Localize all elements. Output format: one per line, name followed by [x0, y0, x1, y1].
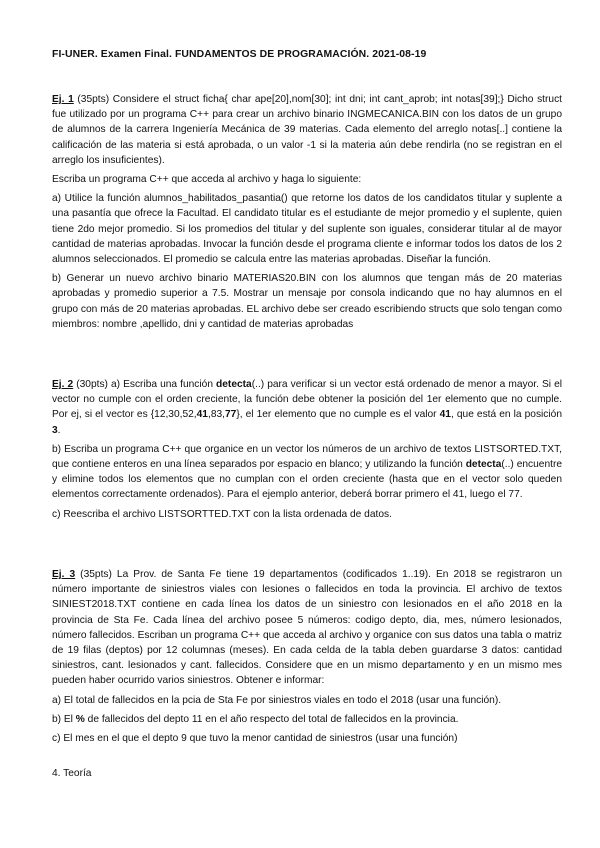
text-run: (30pts) a) Escriba una función: [73, 379, 217, 390]
exercise-3-part-a: a) El total de fallecidos en la pcia de Sta Fe por siniestros viales en todo el 2018 (usar una función).: [52, 694, 502, 706]
function-name: detecta: [465, 459, 502, 471]
text-run: .: [57, 424, 61, 436]
bold-value: 77: [224, 409, 237, 421]
text-run: de fallecidos del depto 11 en el año respecto del total de fallecidos en la provincia.: [84, 713, 459, 725]
bold-value: %: [75, 713, 85, 725]
exam-title: FI-UNER. Examen Final. FUNDAMENTOS DE PROGRAMACIÓN. 2021-08-19: [52, 49, 427, 60]
exercise-1-points: (35pts): [73, 94, 113, 105]
exercise-3: [52, 567, 562, 750]
exercise-3-label: Ej. 3: [52, 569, 76, 580]
text-run: ,83,: [207, 409, 225, 421]
exercise-3-part-c: c) El mes en el que el depto 9 que tuvo la menor cantidad de siniestros (usar una función): [52, 733, 458, 745]
exercise-3-part-b: [52, 712, 562, 727]
text-run: }, el 1er elemento que no cumple es el valor: [236, 409, 440, 421]
exercise-1-intro: [52, 92, 562, 168]
bold-value: 41: [439, 409, 451, 421]
exercise-3-text: (35pts) La Prov. de Santa Fe tiene 19 departamentos (codificados 1..19). En 2018 se registraron un número importante de siniestros viales con lesiones o fallecidos en toda la provincia. El archivo de textos SINIEST2018.TXT contiene en cada línea los datos de un siniestro con lesionados en el año 2018 en la provincia de Sta Fe. Cada línea del archivo posee 5 números: codigo depto, dia, mes, número lesionados, número fallecidos. Escriban un programa C++ que acceda al archivo y organice con sus datos una tabla o matriz de 19 filas (deptos) por 12 columnas (meses). En cada celda de la tabla deben guardarse 3 datos: cantidad siniestros, cant. lesionados y cant. fallecidos. Considere que en un mismo departamento y en un mismo mes pueden haber ocurrido varios siniestros. Obtener e informar:: [52, 569, 562, 687]
text-run: b) Escriba un programa C++ que organice en un vector los números de un archivo de textos LISTSORTED.TXT, que contiene enteros en una línea separados por espacio en blanco; y utilizando la función: [52, 443, 562, 471]
bold-value: 3: [52, 424, 58, 436]
exercise-2-label: Ej. 2: [52, 379, 74, 390]
exercise-2: [52, 377, 562, 526]
function-name: detecta: [216, 379, 252, 390]
exercise-3-intro: [52, 567, 562, 689]
exercise-1-part-a: a) Utilice la función alumnos_habilitados_pasantia() que retorne los datos de los candidatos titular y suplente a una pasantía que ofrece la Facultad. El candidato titular es el estudiante de mejor promedio y el suplente, quien tiene 2do mejor promedio. Si los promedios del titular y del suplente son iguales, considerar titular al de mayor cantidad de materias aprobadas. Invocar la función desde el programa cliente e informar todos los datos de los 2 alumnos seleccionados. El promedio se calcula entre las materias aprobadas. Diseñar la función.: [52, 193, 562, 266]
exercise-1-text: Considere el struct ficha{ char ape[20],nom[30]; int dni; int cant_aprob; int notas[39];} Dicho struct fue utilizado por un programa C++ para crear un archivo binario INGMECANICA.BIN con los datos de un grupo de alumnos de la carrera Ingeniería Mecánica de 39 materias. Cada elemento del arreglo notas[..] contiene la calificación de las materia si está aprobada, o un valor -1 si la materia aún debe rendirla (no se registran en el arreglo los insuficientes).: [52, 94, 562, 166]
text-run: (..) para verificar si un vector está ordenado de menor a mayor. Si el vector no cumple con el orden creciente, la función debe obtener la posición del 1er elemento que no cumple. Por ej, si el vector es {12,30,52,: [52, 379, 562, 421]
theory-section-label: 4. Teoría: [52, 768, 92, 779]
text-run: (..) encuentre y elimine todos los elementos que no cumplan con el orden creciente (hasta que en el vector solo queden elementos correctamente ordenados). Para el ejemplo anterior, deberá borrar primero el 41, luego el 77.: [52, 459, 562, 501]
exercise-2-part-a: [52, 377, 562, 438]
exercise-1-label: Ej. 1: [52, 94, 74, 105]
exercise-1-part-b: b) Generar un nuevo archivo binario MATERIAS20.BIN con los alumnos que tengan más de 20 materias aprobadas y promedio superior a 7.5. Mostrar un mensaje por consola indicando que no hay alumnos en el grupo con más de 20 materias aprobadas. EL archivo debe ser creado escribiendo structs que solo tengan como miembros: nombre ,apellido, dni y cantidad de materias aprobadas: [52, 273, 562, 330]
exercise-2-part-c: c) Reescriba el archivo LISTSORTTED.TXT con la lista ordenada de datos.: [52, 508, 392, 520]
exercise-1-prompt: Escriba un programa C++ que acceda al archivo y haga lo siguiente:: [52, 174, 362, 186]
exercise-1: [52, 92, 562, 336]
text-run: b) El: [52, 713, 76, 725]
text-run: , que está en la posición: [450, 409, 562, 421]
exercise-2-part-b: [52, 442, 562, 503]
bold-value: 41: [196, 409, 208, 421]
